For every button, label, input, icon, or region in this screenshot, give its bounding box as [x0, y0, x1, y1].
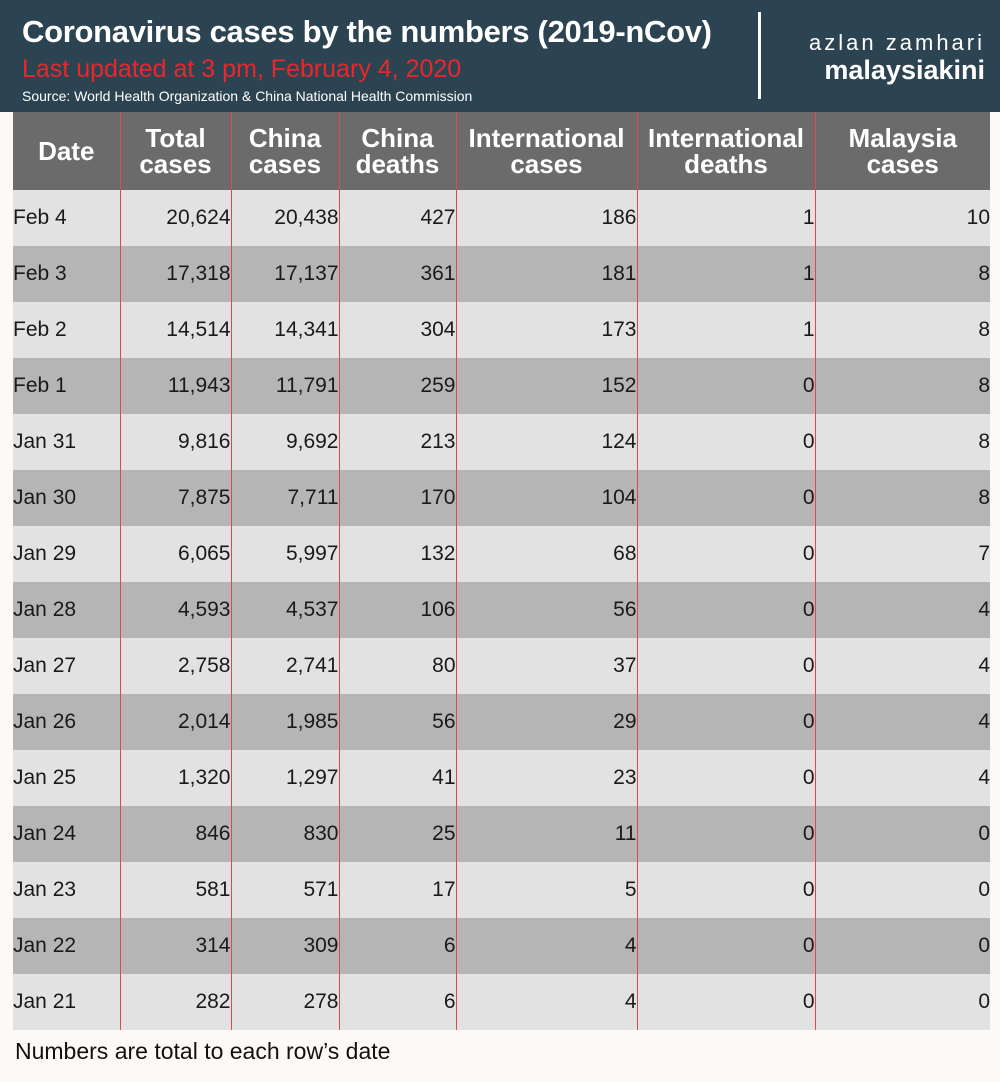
cell-malaysia-cases: 0: [815, 974, 990, 1030]
cell-date: Jan 31: [13, 414, 120, 470]
column-header-text: cases: [248, 149, 322, 179]
cell-international-deaths: 0: [637, 694, 815, 750]
cell-china-cases: 17,137: [231, 246, 339, 302]
cell-date: Feb 4: [13, 190, 120, 246]
footnote: Numbers are total to each row’s date: [15, 1038, 391, 1064]
cell-international-deaths: 0: [637, 750, 815, 806]
cell-china-deaths: 56: [339, 694, 456, 750]
cell-international-deaths: 1: [637, 190, 815, 246]
table-row: [13, 246, 990, 302]
cell-malaysia-cases: 8: [815, 470, 990, 526]
cell-china-cases: 830: [231, 806, 339, 862]
cell-malaysia-cases: 4: [815, 750, 990, 806]
cell-international-cases: 173: [456, 302, 637, 358]
cell-date: Feb 3: [13, 246, 120, 302]
cell-total-cases: 9,816: [120, 414, 231, 470]
cell-total-cases: 20,624: [120, 190, 231, 246]
cell-total-cases: 14,514: [120, 302, 231, 358]
cell-international-cases: 29: [456, 694, 637, 750]
cell-china-deaths: 25: [339, 806, 456, 862]
cell-international-deaths: 1: [637, 246, 815, 302]
cell-date: Jan 27: [13, 638, 120, 694]
cell-china-cases: 309: [231, 918, 339, 974]
cell-china-cases: 9,692: [231, 414, 339, 470]
table-row: [13, 638, 990, 694]
column-header-total-cases: [120, 112, 231, 190]
cell-total-cases: 2,758: [120, 638, 231, 694]
cell-malaysia-cases: 8: [815, 246, 990, 302]
last-updated: Last updated at 3 pm, February 4, 2020: [22, 55, 462, 83]
cell-date: Jan 24: [13, 806, 120, 862]
cell-china-cases: 20,438: [231, 190, 339, 246]
cell-date: Jan 25: [13, 750, 120, 806]
cell-total-cases: 581: [120, 862, 231, 918]
cell-malaysia-cases: 0: [815, 806, 990, 862]
cell-international-cases: 124: [456, 414, 637, 470]
column-header-text: China: [361, 123, 434, 153]
column-header-international-deaths: [637, 112, 815, 190]
cell-china-cases: 5,997: [231, 526, 339, 582]
cell-date: Jan 22: [13, 918, 120, 974]
cell-international-cases: 181: [456, 246, 637, 302]
column-header-malaysia-cases: [815, 112, 990, 190]
cell-china-deaths: 427: [339, 190, 456, 246]
table-row: [13, 582, 990, 638]
table-row: [13, 806, 990, 862]
cell-date: Jan 23: [13, 862, 120, 918]
column-header-text: cases: [866, 149, 939, 179]
cell-malaysia-cases: 0: [815, 862, 990, 918]
cell-total-cases: 2,014: [120, 694, 231, 750]
cell-china-deaths: 6: [339, 974, 456, 1030]
column-header-text: Date: [38, 136, 95, 166]
table-header-row: [13, 112, 990, 190]
chart-title: Coronavirus cases by the numbers (2019-nCov): [22, 14, 712, 49]
cell-total-cases: 846: [120, 806, 231, 862]
cell-total-cases: 282: [120, 974, 231, 1030]
column-header-china-deaths: [339, 112, 456, 190]
cell-china-deaths: 41: [339, 750, 456, 806]
cell-international-deaths: 0: [637, 806, 815, 862]
cell-date: Feb 1: [13, 358, 120, 414]
cell-date: Jan 28: [13, 582, 120, 638]
cell-international-cases: 37: [456, 638, 637, 694]
cell-international-cases: 186: [456, 190, 637, 246]
cell-international-cases: 4: [456, 974, 637, 1030]
author-credit: azlan zamhari: [809, 30, 985, 55]
column-header-text: cases: [139, 149, 212, 179]
cell-china-cases: 7,711: [231, 470, 339, 526]
cell-china-deaths: 6: [339, 918, 456, 974]
cell-china-cases: 4,537: [231, 582, 339, 638]
cell-china-cases: 11,791: [231, 358, 339, 414]
table-row: [13, 694, 990, 750]
cell-total-cases: 1,320: [120, 750, 231, 806]
cell-international-deaths: 0: [637, 638, 815, 694]
cell-international-cases: 104: [456, 470, 637, 526]
cell-malaysia-cases: 7: [815, 526, 990, 582]
cell-malaysia-cases: 8: [815, 358, 990, 414]
cell-international-cases: 4: [456, 918, 637, 974]
cell-china-cases: 14,341: [231, 302, 339, 358]
cell-date: Feb 2: [13, 302, 120, 358]
brand-logo: malaysiakini: [824, 55, 985, 85]
cell-china-deaths: 304: [339, 302, 456, 358]
cell-international-cases: 68: [456, 526, 637, 582]
cell-total-cases: 11,943: [120, 358, 231, 414]
cell-international-deaths: 1: [637, 302, 815, 358]
table-row: [13, 302, 990, 358]
cell-total-cases: 6,065: [120, 526, 231, 582]
cell-china-deaths: 17: [339, 862, 456, 918]
header-band: [0, 0, 1000, 112]
cell-total-cases: 17,318: [120, 246, 231, 302]
column-header-text: International: [647, 123, 804, 153]
column-header-text: China: [248, 123, 322, 153]
column-header-china-cases: [231, 112, 339, 190]
cell-international-cases: 5: [456, 862, 637, 918]
table-row: [13, 974, 990, 1030]
cell-china-deaths: 106: [339, 582, 456, 638]
column-header-text: International: [468, 123, 625, 153]
cell-malaysia-cases: 0: [815, 918, 990, 974]
cell-international-cases: 11: [456, 806, 637, 862]
cell-international-cases: 56: [456, 582, 637, 638]
cell-international-deaths: 0: [637, 358, 815, 414]
cell-international-cases: 23: [456, 750, 637, 806]
table-row: [13, 526, 990, 582]
cell-date: Jan 21: [13, 974, 120, 1030]
column-header-text: deaths: [355, 149, 440, 179]
cell-malaysia-cases: 4: [815, 694, 990, 750]
cell-china-cases: 571: [231, 862, 339, 918]
cell-international-deaths: 0: [637, 862, 815, 918]
column-header-text: Total: [145, 123, 206, 153]
cell-international-deaths: 0: [637, 918, 815, 974]
column-header-date: [13, 112, 120, 190]
cell-china-deaths: 213: [339, 414, 456, 470]
cell-date: Jan 29: [13, 526, 120, 582]
cell-china-cases: 1,985: [231, 694, 339, 750]
table-row: [13, 358, 990, 414]
table-row: [13, 190, 990, 246]
cell-malaysia-cases: 4: [815, 582, 990, 638]
cell-international-deaths: 0: [637, 470, 815, 526]
cell-malaysia-cases: 4: [815, 638, 990, 694]
cell-total-cases: 4,593: [120, 582, 231, 638]
header-divider: [758, 12, 761, 99]
table-body: [13, 190, 990, 1030]
cell-total-cases: 314: [120, 918, 231, 974]
cell-china-deaths: 132: [339, 526, 456, 582]
cell-malaysia-cases: 8: [815, 414, 990, 470]
cell-china-cases: 278: [231, 974, 339, 1030]
cell-china-deaths: 361: [339, 246, 456, 302]
cell-international-deaths: 0: [637, 974, 815, 1030]
cell-china-deaths: 259: [339, 358, 456, 414]
cell-international-deaths: 0: [637, 526, 815, 582]
cell-date: Jan 30: [13, 470, 120, 526]
table-row: [13, 750, 990, 806]
cell-china-deaths: 170: [339, 470, 456, 526]
column-header-text: Malaysia: [848, 123, 957, 153]
cell-international-cases: 152: [456, 358, 637, 414]
cell-total-cases: 7,875: [120, 470, 231, 526]
column-header-text: deaths: [684, 149, 768, 179]
cell-china-deaths: 80: [339, 638, 456, 694]
cell-international-deaths: 0: [637, 414, 815, 470]
cell-malaysia-cases: 10: [815, 190, 990, 246]
table-row: [13, 918, 990, 974]
cell-date: Jan 26: [13, 694, 120, 750]
column-header-international-cases: [456, 112, 637, 190]
table-row: [13, 414, 990, 470]
cell-china-cases: 1,297: [231, 750, 339, 806]
cell-china-cases: 2,741: [231, 638, 339, 694]
table-row: [13, 470, 990, 526]
source-note: Source: World Health Organization & China National Health Commission: [22, 88, 473, 104]
table-row: [13, 862, 990, 918]
cell-international-deaths: 0: [637, 582, 815, 638]
cell-malaysia-cases: 8: [815, 302, 990, 358]
cases-table: [13, 112, 990, 1030]
column-header-text: cases: [510, 149, 583, 179]
